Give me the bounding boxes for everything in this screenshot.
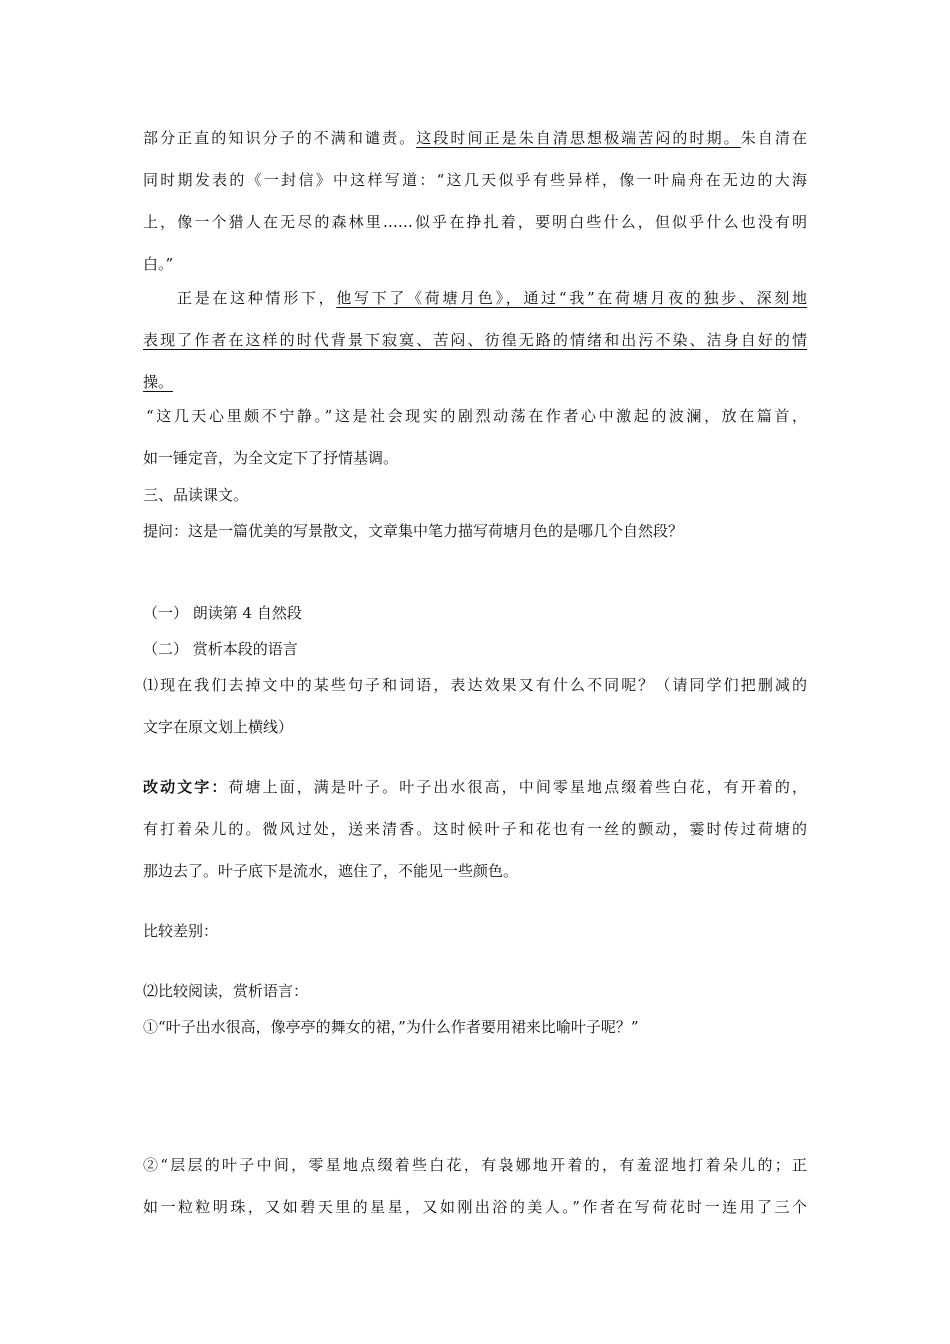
para2-text: 正是在这种情形下，	[177, 289, 337, 307]
para2-line2: 表现了作者在这样的时代背景下寂寞、苦闷、彷徨无路的情绪和出污不染、洁身自好的情	[143, 331, 807, 349]
para2-underlined-text: 他写下了《荷塘月色》，通过“我”在荷塘月夜的独步、深刻地	[336, 289, 807, 307]
compare-label: 比较差别：	[143, 922, 219, 940]
para1-line4: 白。”	[143, 255, 174, 273]
changed-text-line3: 那边去了。叶子底下是流水，遮住了，不能见一些颜色。	[143, 862, 519, 880]
para1-line2: 同时期发表的《一封信》中这样写道：“这几天似乎有些异样，像一叶扁舟在无边的大海	[143, 171, 807, 189]
para1-text: 部分正直的知识分子的不满和谴责。	[143, 129, 417, 147]
para1-line1	[143, 128, 807, 148]
question-2-line2: 如一粒粒明珠，又如碧天里的星星，又如刚出浴的美人。”作者在写荷花时一连用了三个	[143, 1198, 807, 1216]
question: 提问：这是一篇优美的写景散文，文章集中笔力描写荷塘月色的是哪几个自然段？	[143, 522, 684, 540]
changed-text-line2: 有打着朵儿的。微风过处，送来清香。这时候叶子和花也有一丝的颤动，霎时传过荷塘的	[143, 820, 807, 838]
para2-line3: 操。	[143, 373, 174, 391]
para1-underlined-text: 这段时间正是朱自清思想极端苦闷的时期。	[416, 129, 741, 147]
para2-line1	[143, 288, 807, 308]
para1-line3: 上，像一个猎人在无尽的森林里……似乎在挣扎着，要明白些什么，但似乎什么也没有明	[143, 213, 807, 231]
section-heading: 三、品读课文。	[143, 486, 249, 504]
subsection-1: （一） 朗读第 4 自然段	[143, 604, 302, 622]
question-1: ①“叶子出水很高，像亭亭的舞女的裙，”为什么作者要用裙来比喻叶子呢？”	[143, 1018, 639, 1036]
para3-line1: “这几天心里颇不宁静。”这是社会现实的剧烈动荡在作者心中激起的波澜，放在篇首，	[146, 407, 807, 425]
subsection-2: （二） 赏析本段的语言	[143, 640, 298, 658]
changed-text-line1	[143, 777, 807, 797]
changed-text-label: 改动文字：	[143, 778, 229, 796]
item2-heading: ⑵比较阅读，赏析语言：	[143, 982, 309, 1000]
item1-line2: 文字在原文划上横线）	[143, 718, 294, 736]
changed-text-body: 荷塘上面，满是叶子。叶子出水很高，中间零星地点缀着些白花，有开着的，	[228, 778, 807, 796]
para3-line2: 如一锤定音，为全文定下了抒情基调。	[143, 449, 399, 467]
question-2-line1: ②“层层的叶子中间，零星地点缀着些白花，有袅娜地开着的，有羞涩地打着朵儿的；正	[143, 1156, 807, 1174]
para1-text-tail: 朱自清在	[740, 129, 807, 147]
item1-line1: ⑴现在我们去掉文中的某些句子和词语，表达效果又有什么不同呢？（请同学们把删减的	[143, 676, 807, 694]
